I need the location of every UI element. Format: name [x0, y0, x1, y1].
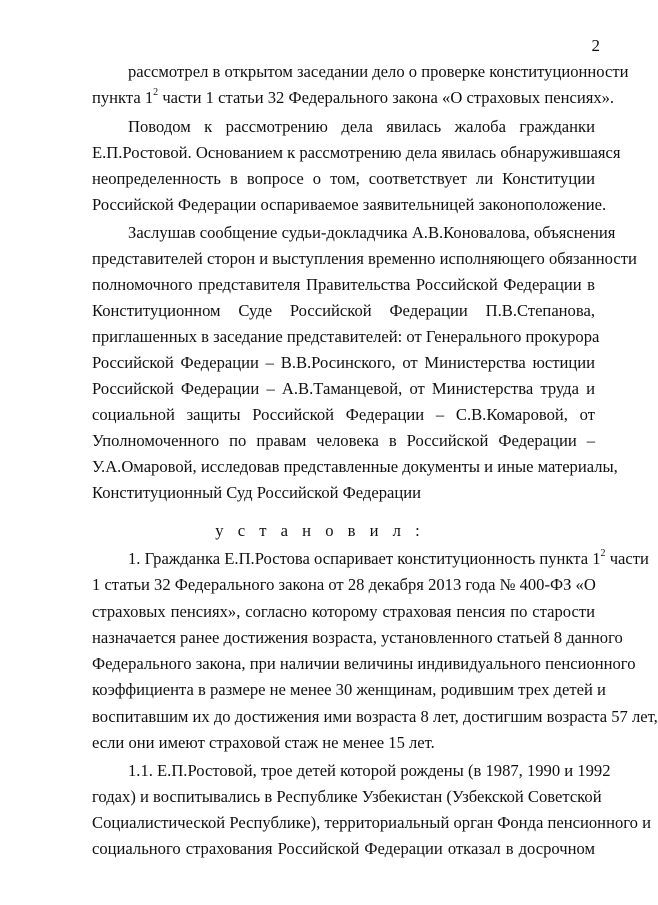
text-line: полномочного представителя Правительства Российской Федерации в [92, 275, 595, 294]
text-line: страховых пенсиях», согласно которому страховая пенсия по старости [92, 602, 595, 621]
text-line: приглашенных в заседание представителей: от Генерального прокурора [92, 327, 600, 346]
text-line: рассмотрел в открытом заседании дело о проверке конституционности [128, 62, 629, 81]
text-line: Е.П.Ростовой. Основанием к рассмотрению дела явилась обнаружившаяся [92, 143, 621, 162]
text-line: если они имеют страховой стаж не менее 15 лет. [92, 733, 435, 752]
text-line: социального страхования Российской Федерации отказал в досрочном [92, 839, 595, 858]
text-line: представителей сторон и выступления временно исполняющего обязанности [92, 249, 637, 268]
text-line: Социалистической Республике), территориальный орган Фонда пенсионного и [92, 813, 651, 832]
text-line: пункта $1^2$ части 1 статьи 32 Федерального закона «О страховых пенсиях». [92, 87, 615, 107]
text-line: Российской Федерации – В.В.Росинского, от Министерства юстиции [92, 353, 595, 372]
text-line: 1. Гражданка Е.П.Ростова оспаривает конституционность пункта $1^2$ части [128, 548, 649, 568]
text-line: социальной защиты Российской Федерации – С.В.Комаровой, от [92, 405, 595, 424]
text-line: воспитавшим их до достижения ими возраста 8 лет, достигшим возраста 57 лет, [92, 707, 658, 726]
text-line: У.А.Омаровой, исследовав представленные документы и иные материалы, [92, 457, 618, 476]
text-line: назначается ранее достижения возраста, установленного статьей 8 данного [92, 628, 623, 647]
text-line: Конституционный Суд Российской Федерации [92, 483, 422, 502]
text-line: Федерального закона, при наличии величины индивидуального пенсионного [92, 654, 636, 673]
page-number: 2 [591, 36, 600, 55]
text-line: 1 статьи 32 Федерального закона от 28 декабря 2013 года № 400-ФЗ «О [92, 575, 596, 594]
text-line: коэффициента в размере не менее 30 женщинам, родившим трех детей и [92, 680, 606, 699]
text-line: неопределенность в вопросе о том, соответствует ли Конституции [92, 169, 595, 188]
text-line: Российской Федерации – А.В.Таманцевой, от Министерства труда и [92, 379, 595, 398]
text-line: Конституционном Суде Российской Федерации П.В.Степанова, [92, 301, 595, 320]
text-line: 1.1. Е.П.Ростовой, трое детей которой рождены (в 1987, 1990 и 1992 [128, 761, 611, 780]
text-line: годах) и воспитывались в Республике Узбекистан (Узбекской Советской [92, 787, 602, 806]
text-line: Заслушав сообщение судьи-докладчика А.В.Коновалова, объяснения [128, 223, 616, 242]
section-heading: у с т а н о в и л : [215, 521, 425, 540]
text-line: Поводом к рассмотрению дела явилась жалоба гражданки [128, 117, 595, 136]
text-line: Российской Федерации оспариваемое заявительницей законоположение. [92, 195, 607, 214]
text-line: Уполномоченного по правам человека в Российской Федерации – [92, 431, 595, 450]
